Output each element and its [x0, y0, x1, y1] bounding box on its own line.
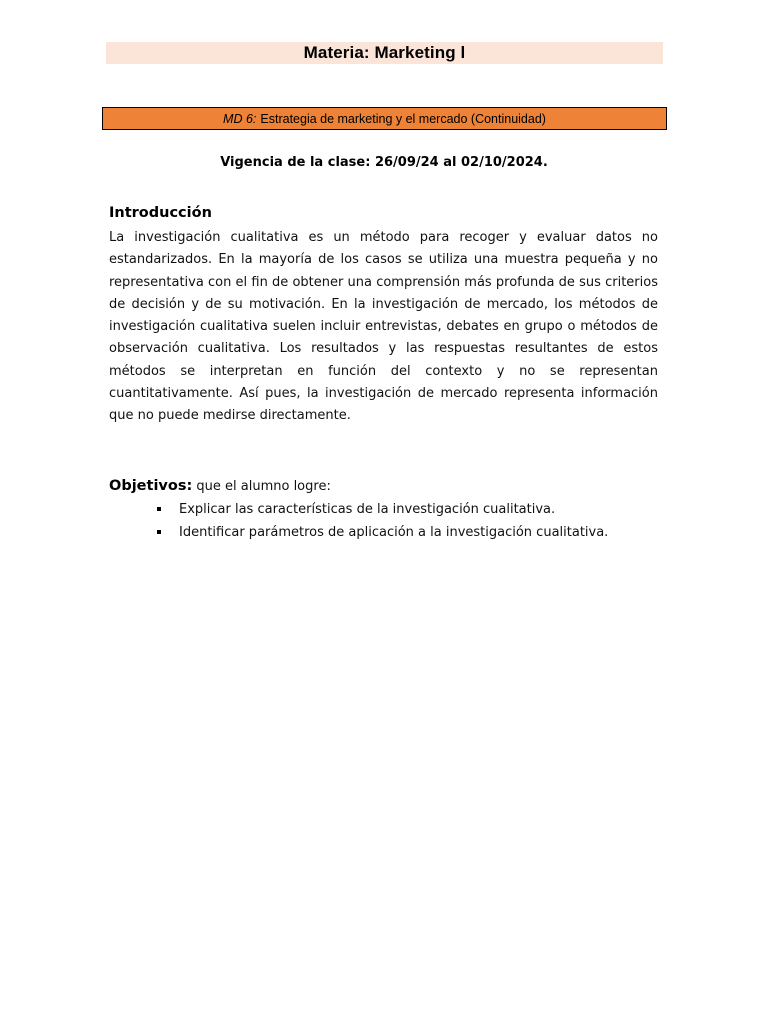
- objectives-list: [157, 500, 608, 546]
- subject-title: Materia: Marketing l: [303, 43, 466, 62]
- introduction-heading: Introducción: [109, 205, 212, 221]
- objectives-line: [109, 478, 331, 494]
- objective-text: Explicar las características de la investigación cualitativa.: [179, 502, 556, 517]
- square-bullet-icon: [157, 507, 161, 511]
- class-validity-dates: Vigencia de la clase: 26/09/24 al 02/10/2024.: [220, 155, 548, 170]
- square-bullet-icon: [157, 530, 161, 534]
- subject-title-bar: [106, 42, 663, 64]
- objectives-lead: que el alumno logre:: [192, 479, 331, 494]
- list-item: [157, 523, 608, 546]
- module-title: Estrategia de marketing y el mercado (Continuidad): [260, 111, 546, 126]
- module-code: MD 6:: [223, 111, 257, 126]
- objective-text: Identificar parámetros de aplicación a la investigación cualitativa.: [179, 525, 609, 540]
- module-banner: [102, 107, 667, 130]
- list-item: [157, 500, 608, 523]
- objectives-label: Objetivos:: [109, 478, 193, 494]
- introduction-paragraph: La investigación cualitativa es un método para recoger y evaluar datos no estandarizados. En la mayoría de los casos se utiliza una muestra pequeña y no representativa con el fin de obtener una comprensión más profunda de sus criterios de decisión y de su motivación. En la investigación de mercado, los métodos de investigación cualitativa suelen incluir entrevistas, debates en grupo o métodos de observación cualitativa. Los resultados y las respuestas resultantes de estos métodos se interpretan en función del contexto y no se representan cuantitativamente. Así pues, la investigación de mercado representa información que no puede medirse directamente.: [109, 230, 658, 424]
